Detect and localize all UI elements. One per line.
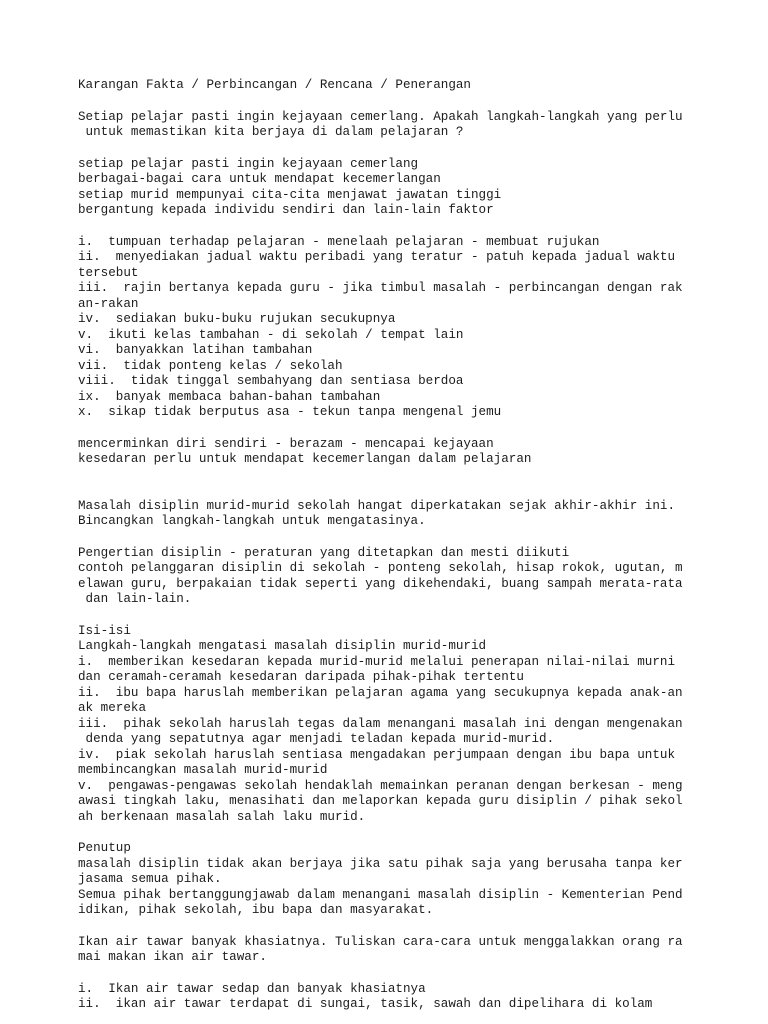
point-line: ix. banyak membaca bahan-bahan tambahan (78, 389, 381, 404)
section-1 (78, 78, 748, 468)
body-line: Isi-isi (78, 623, 131, 638)
body-line: ah berkenaan masalah salah laku murid. (78, 809, 366, 824)
intro-line: bergantung kepada individu sendiri dan lain-lain faktor (78, 203, 494, 217)
body-line: i. memberikan kesedaran kepada murid-murid melalui penerapan nilai-nilai murni (78, 654, 676, 669)
intro-line: setiap murid mempunyai cita-cita menjawat jawatan tinggi (78, 187, 502, 202)
question-line: Masalah disiplin murid-murid sekolah hangat diperkatakan sejak akhir-akhir ini. (78, 498, 676, 513)
essay-question-1 (78, 110, 748, 141)
closing-line: masalah disiplin tidak akan berjaya jika satu pihak saja yang berusaha tanpa ker (78, 856, 683, 871)
body-line: membincangkan masalah murid-murid (78, 763, 328, 777)
introduction-points-2 (78, 546, 748, 608)
point-line: v. ikuti kelas tambahan - di sekolah / tempat lain (78, 327, 464, 342)
point-line: vi. banyakkan latihan tambahan (78, 343, 313, 357)
intro-line: dan lain-lain. (78, 592, 192, 606)
body-points-2 (78, 624, 748, 826)
question-line: untuk memastikan kita berjaya di dalam pelajaran ? (78, 125, 464, 139)
body-line: dan ceramah-ceramah kesedaran daripada pihak-pihak tertentu (78, 670, 524, 684)
body-line: iv. piak sekolah haruslah sentiasa mengadakan perjumpaan dengan ibu bapa untuk (78, 747, 676, 762)
point-line: an-rakan (78, 296, 139, 311)
intro-line: berbagai-bagai cara untuk mendapat kecemerlangan (78, 172, 441, 186)
point-line: ii. ikan air tawar terdapat di sungai, tasik, sawah dan dipelihara di kolam (78, 997, 653, 1011)
body-line: ak mereka (78, 701, 147, 715)
question-line: Bincangkan langkah-langkah untuk mengatasinya. (78, 514, 426, 528)
closing-2 (78, 841, 748, 919)
point-line: x. sikap tidak berputus asa - tekun tanpa mengenal jemu (78, 405, 502, 419)
intro-line: contoh pelanggaran disiplin di sekolah - ponteng sekolah, hisap rokok, ugutan, m (78, 561, 683, 575)
closing-line: Penutup (78, 841, 131, 855)
point-line: iii. rajin bertanya kepada guru - jika timbul masalah - perbincangan dengan rak (78, 281, 683, 295)
point-line: viii. tidak tinggal sembahyang dan sentiasa berdoa (78, 374, 464, 388)
body-line: v. pengawas-pengawas sekolah hendaklah memainkan peranan dengan berkesan - meng (78, 778, 683, 793)
question-line: mai makan ikan air tawar. (78, 950, 267, 964)
document-heading: Karangan Fakta / Perbincangan / Rencana / Penerangan (78, 78, 471, 92)
body-line: ii. ibu bapa haruslah memberikan pelajaran agama yang secukupnya kepada anak-an (78, 685, 683, 700)
body-line: awasi tingkah laku, menasihati dan melaporkan kepada guru disiplin / pihak sekol (78, 794, 683, 808)
numbered-points-3 (78, 982, 748, 1013)
closing-line: idikan, pihak sekolah, ibu bapa dan masyarakat. (78, 903, 434, 917)
intro-line: elawan guru, berpakaian tidak seperti yang dikehendaki, buang sampah merata-rata (78, 576, 683, 591)
introduction-points-1 (78, 157, 748, 219)
section-2 (78, 499, 748, 919)
point-line: tersebut (78, 265, 139, 280)
intro-line: Pengertian disiplin - peraturan yang ditetapkan dan mesti diikuti (78, 545, 570, 560)
essay-question-3 (78, 935, 748, 966)
closing-line: jasama semua pihak. (78, 872, 222, 886)
numbered-points-1 (78, 235, 748, 421)
point-line: i. Ikan air tawar sedap dan banyak khasiatnya (78, 981, 426, 996)
body-line: iii. pihak sekolah haruslah tegas dalam menangani masalah ini dengan mengenakan (78, 716, 683, 731)
point-line: i. tumpuan terhadap pelajaran - menelaah pelajaran - membuat rujukan (78, 234, 600, 249)
body-line: denda yang sepatutnya agar menjadi teladan kepada murid-murid. (78, 732, 555, 746)
body-line: Langkah-langkah mengatasi masalah disiplin murid-murid (78, 639, 487, 653)
conclusion-line: kesedaran perlu untuk mendapat kecemerlangan dalam pelajaran (78, 452, 532, 466)
point-line: ii. menyediakan jadual waktu peribadi yang teratur - patuh kepada jadual waktu (78, 250, 676, 264)
essay-question-2 (78, 499, 748, 530)
question-line: Ikan air tawar banyak khasiatnya. Tuliskan cara-cara untuk menggalakkan orang ra (78, 934, 683, 949)
closing-line: Semua pihak bertanggungjawab dalam menangani masalah disiplin - Kementerian Pend (78, 887, 683, 902)
question-line: Setiap pelajar pasti ingin kejayaan cemerlang. Apakah langkah-langkah yang perlu (78, 109, 683, 124)
conclusion-line: mencerminkan diri sendiri - berazam - mencapai kejayaan (78, 436, 494, 451)
intro-line: setiap pelajar pasti ingin kejayaan cemerlang (78, 156, 419, 171)
point-line: iv. sediakan buku-buku rujukan secukupnya (78, 312, 396, 326)
point-line: vii. tidak ponteng kelas / sekolah (78, 358, 343, 373)
section-3 (78, 935, 748, 1013)
conclusion-1 (78, 437, 748, 468)
